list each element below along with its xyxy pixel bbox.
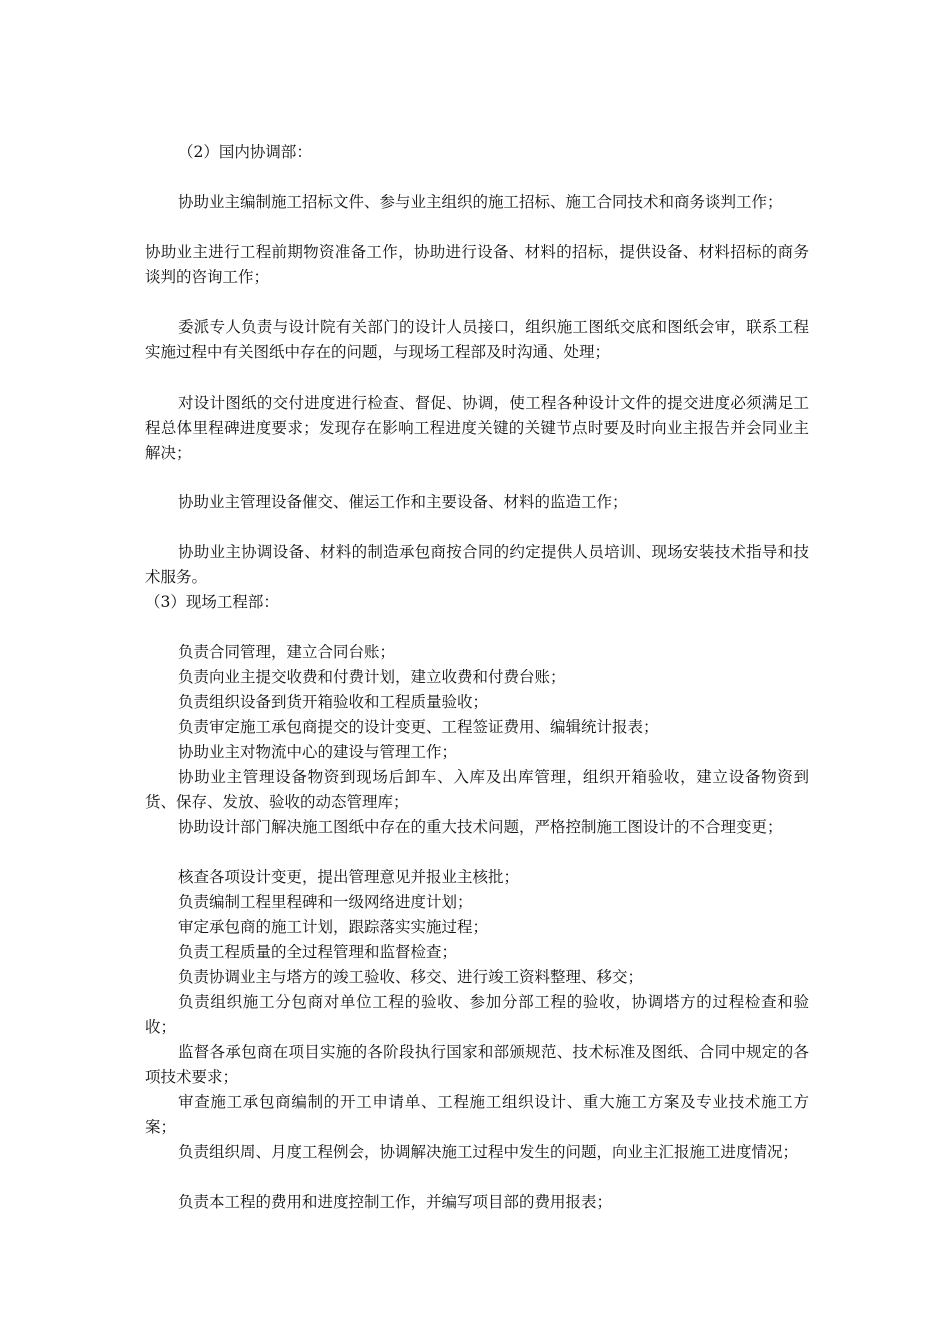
section-3-item: 核查各项设计变更，提出管理意见并报业主核批； [178, 868, 520, 886]
section-2-paragraph: 协助业主协调设备、材料的制造承包商按合同的约定提供人员培训、现场安装技术指导和技术服务。 [145, 543, 809, 586]
section-3-item: 协助业主管理设备物资到现场后卸车、入库及出库管理，组织开箱验收，建立设备物资到货、保存、发放、验收的动态管理库； [145, 768, 809, 811]
section-3-item: 协助业主对物流中心的建设与管理工作； [178, 743, 458, 761]
section-3-item: 负责合同管理，建立合同台账； [178, 643, 396, 661]
section-3-item: 负责向业主提交收费和付费计划，建立收费和付费台账； [178, 668, 566, 686]
section-2-heading: （2）国内协调部： [178, 143, 312, 161]
section-2-paragraph: 对设计图纸的交付进度进行检查、督促、协调，使工程各种设计文件的提交进度必须满足工程总体里程碑进度要求；发现存在影响工程进度关键的关键节点时要及时向业主报告并会同业主解决； [145, 394, 809, 462]
section-3-item: 负责组织施工分包商对单位工程的验收、参加分部工程的验收，协调塔方的过程检查和验收； [145, 993, 809, 1036]
section-2-paragraph: 协助业主进行工程前期物资准备工作，协助进行设备、材料的招标，提供设备、材料招标的商务谈判的咨询工作； [145, 243, 809, 286]
section-3-item: 负责组织设备到货开箱验收和工程质量验收； [178, 693, 489, 711]
section-3-item: 监督各承包商在项目实施的各阶段执行国家和部颁规范、技术标准及图纸、合同中规定的各项技术要求； [145, 1043, 809, 1086]
section-3-item: 审查施工承包商编制的开工申请单、工程施工组织设计、重大施工方案及专业技术施工方案； [145, 1093, 809, 1136]
section-2-paragraph: 协助业主编制施工招标文件、参与业主组织的施工招标、施工合同技术和商务谈判工作； [178, 193, 783, 211]
section-3-item: 负责工程质量的全过程管理和监督检查； [178, 943, 458, 961]
section-3-item: 负责编制工程里程碑和一级网络进度计划； [178, 893, 473, 911]
section-3-heading: （3）现场工程部： [145, 593, 279, 611]
section-3-item: 负责审定施工承包商提交的设计变更、工程签证费用、编辑统计报表； [178, 718, 659, 736]
section-3-item: 负责协调业主与塔方的竣工验收、移交、进行竣工资料整理、移交； [178, 968, 644, 986]
section-3-item: 协助设计部门解决施工图纸中存在的重大技术问题，严格控制施工图设计的不合理变更； [178, 818, 783, 836]
section-3-item: 审定承包商的施工计划，跟踪落实实施过程； [178, 918, 489, 936]
section-3-item: 负责组织周、月度工程例会，协调解决施工过程中发生的问题，向业主汇报施工进度情况； [178, 1143, 799, 1161]
section-3-item: 负责本工程的费用和进度控制工作，并编写项目部的费用报表； [178, 1193, 613, 1211]
section-2-paragraph: 委派专人负责与设计院有关部门的设计人员接口，组织施工图纸交底和图纸会审，联系工程实施过程中有关图纸中存在的问题，与现场工程部及时沟通、处理； [145, 318, 809, 361]
section-2-paragraph: 协助业主管理设备催交、催运工作和主要设备、材料的监造工作； [178, 493, 628, 511]
